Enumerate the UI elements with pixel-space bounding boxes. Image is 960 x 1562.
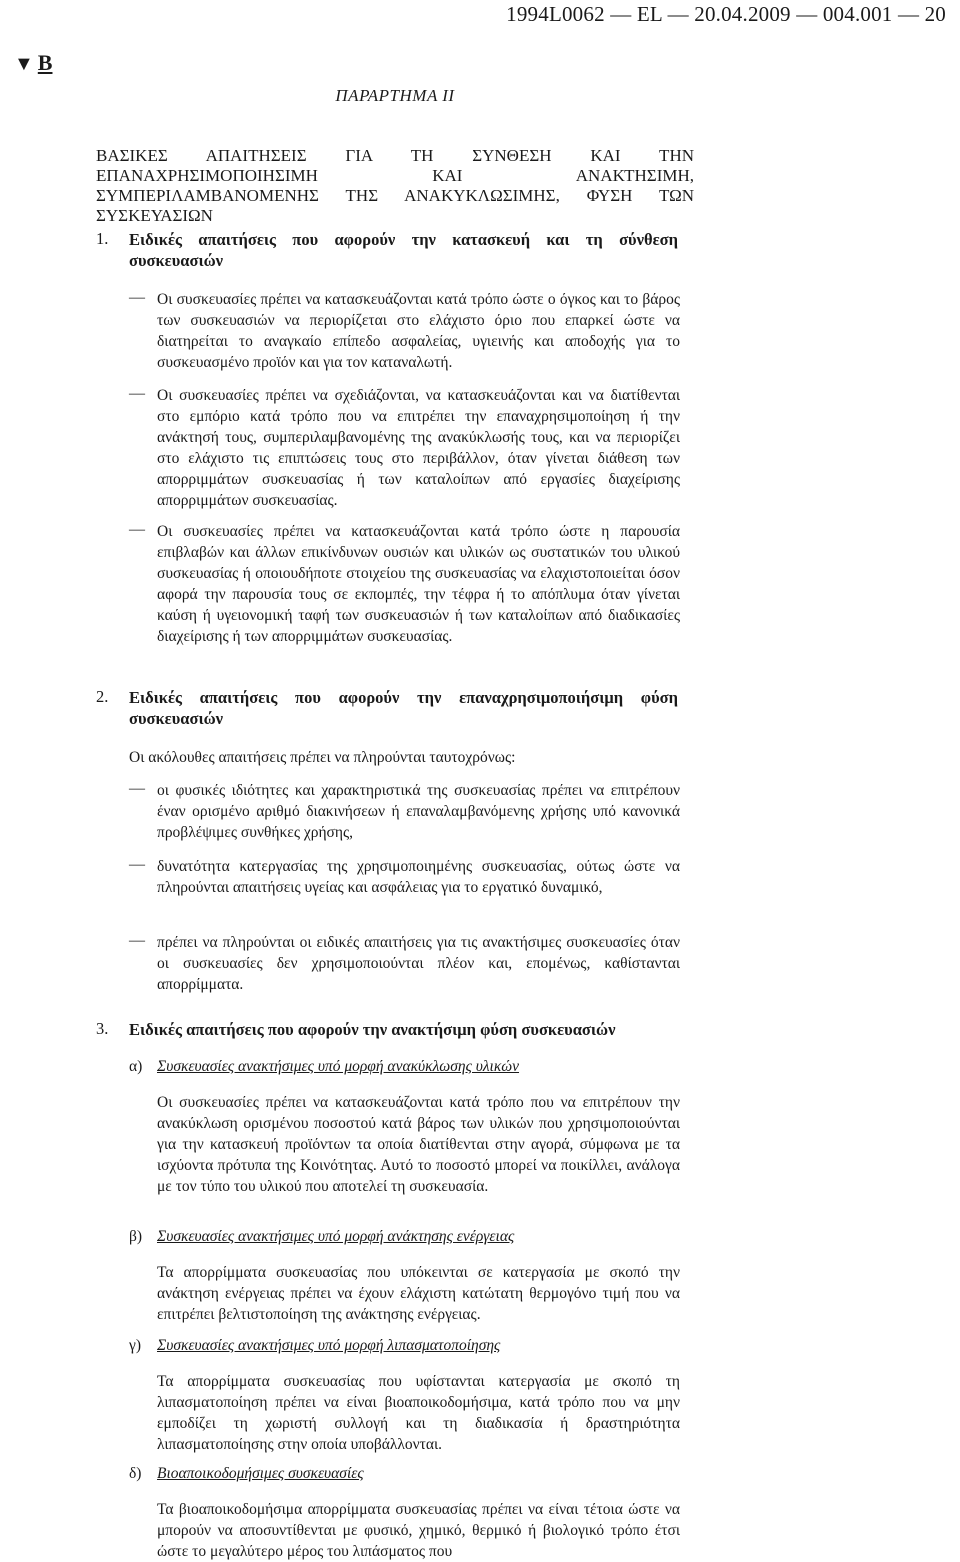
document-reference-header: 1994L0062 — EL — 20.04.2009 — 004.001 — 20 (506, 2, 946, 26)
dash-bullet: — (129, 856, 145, 873)
subsection-text: Τα απορρίμματα συσκευασίας που υπόκεινται σε κατεργασία με σκοπό την ανάκτηση ενέργειας πρέπει να έχουν ελάχιστη κατώτατη θερμογόνο τιμή που να επιτρέπει βελτιστοποίηση της ανάκτησης ενέργειας. (157, 1264, 680, 1323)
subsection-label: β) (129, 1228, 143, 1245)
section-number: 2. (96, 687, 109, 706)
section-title: Ειδικές απαιτήσεις που αφορούν την ανακτήσιμη φύση συσκευασιών (129, 1020, 616, 1039)
dash-bullet: — (129, 521, 145, 538)
subsection-title: Βιοαποικοδομήσιμες συσκευασίες (157, 1465, 364, 1482)
section-number: 3. (96, 1019, 109, 1038)
annex-label: ΠΑΡΑΡΤΗΜΑ II (335, 86, 455, 105)
subsection-text: Τα απορρίμματα συσκευασίας που υφίστανται κατεργασία με σκοπό τη λιπασματοποίηση πρέπει να είναι βιοαποικοδομήσιμα, κατά τρόπο που να μην εμποδίζει τη χωριστή συλλογή και τη διαδικασία ή δραστηριότητα λιπασματοποίησης στην οποία υποβάλλονται. (157, 1373, 680, 1453)
section-intro: Οι ακόλουθες απαιτήσεις πρέπει να πληρούνται ταυτοχρόνως: (129, 749, 516, 766)
dash-bullet: — (129, 932, 145, 949)
list-item: πρέπει να πληρούνται οι ειδικές απαιτήσεις για τις ανακτήσιμες συσκευασίες όταν οι συσκευασίες δεν χρησιμοποιούνται πλέον και, επομένως, καθίστανται απορρίμματα. (157, 934, 680, 993)
subsection-label: γ) (129, 1337, 142, 1354)
list-item: Οι συσκευασίες πρέπει να σχεδιάζονται, να κατασκευάζονται και να διατίθενται στο εμπόριο κατά τρόπο που να επιτρέπει την επαναχρησιμοποίηση ή την ανάκτησή τους, συμπεριλαμβανομένης της ανακύκλωσής τους, και να περιορίζει στο ελάχιστο τις επιπτώσεις τους στο περιβάλλον, όταν γίνεται διάθεση των απορριμμάτων συσκευασίας ή των καταλοίπων από εργασίες διαχείρισης απορριμμάτων συσκευασίας. (157, 387, 680, 509)
section-title: Ειδικές απαιτήσεις που αφορούν την επαναχρησιμοποιήσιμη φύση συσκευασιών (129, 688, 678, 728)
dash-bullet: — (129, 385, 145, 402)
list-item: Οι συσκευασίες πρέπει να κατασκευάζονται κατά τρόπο ώστε η παρουσία επιβλαβών και άλλων επικίνδυνων ουσιών και υλικών ως συστατικών του υλικού συσκευασίας ή οποιουδήποτε στοιχείου της συσκευασίας να ελαχιστοποιείται όσον αφορά την παρουσία τους σε εκπομπές, την τέφρα ή το απόπλυμα όταν γίνεται καύση ή υγειονομική ταφή των συσκευασιών ή των καταλοίπων από διαδικασίες διαχείρισης ή των απορριμμάτων συσκευασίας. (157, 523, 680, 645)
subsection-title: Συσκευασίες ανακτήσιμες υπό μορφή ανακύκλωσης υλικών (157, 1058, 520, 1075)
subsection-label: δ) (129, 1465, 142, 1482)
triangle-down-icon: ▼ (14, 53, 34, 75)
annex-title: ΒΑΣΙΚΕΣ ΑΠΑΙΤΗΣΕΙΣ ΓΙΑ ΤΗ ΣΥΝΘΕΣΗ ΚΑΙ ΤΗΝ ΕΠΑΝΑΧΡΗΣΙΜΟΠΟΙΗΣΙΜΗ ΚΑΙ ΑΝΑΚΤΗΣΙΜΗ, ΣΥΜΠΕΡΙΛΑΜΒΑΝΟΜΕΝΗΣ ΤΗΣ ΑΝΑΚΥΚΛΩΣΙΜΗΣ, ΦΥΣΗ ΤΩΝ ΣΥΣΚΕΥΑΣΙΩΝ (96, 146, 694, 225)
section-number: 1. (96, 229, 109, 248)
subsection-title: Συσκευασίες ανακτήσιμες υπό μορφή λιπασματοποίησης (157, 1337, 501, 1354)
dash-bullet: — (129, 780, 145, 797)
amendment-marker (14, 50, 52, 76)
list-item: δυνατότητα κατεργασίας της χρησιμοποιημένης συσκευασίας, ούτως ώστε να πληρούνται απαιτήσεις υγείας και ασφάλειας για το εργατικό δυναμικό, (157, 858, 680, 896)
subsection-title: Συσκευασίες ανακτήσιμες υπό μορφή ανάκτησης ενέργειας (157, 1228, 515, 1245)
section-title: Ειδικές απαιτήσεις που αφορούν την κατασκευή και τη σύνθεση συσκευασιών (129, 230, 678, 270)
subsection-text: Οι συσκευασίες πρέπει να κατασκευάζονται κατά τρόπο που να επιτρέπουν την ανακύκλωση ορισμένου ποσοστού κατά βάρος των υλικών που χρησιμοποιούνται για την κατασκευή προϊόντων τα οποία διατίθενται στην αγορά, σύμφωνα με τα ισχύοντα πρότυπα της Κοινότητας. Αυτό το ποσοστό μπορεί να ποικίλλει, ανάλογα με τον τύπο του υλικού που αποτελεί τη συσκευασία. (157, 1094, 680, 1195)
amendment-letter: B (37, 50, 53, 75)
list-item: Οι συσκευασίες πρέπει να κατασκευάζονται κατά τρόπο ώστε ο όγκος και το βάρος των συσκευασιών να περιορίζεται στο ελάχιστο όριο που επαρκεί ώστε να διατηρείται το αναγκαίο επίπεδο ασφαλείας, υγιεινής και αποδοχής για το συσκευασμένο προϊόν και για τον καταναλωτή. (157, 291, 680, 371)
subsection-label: α) (129, 1058, 143, 1075)
subsection-text: Τα βιοαποικοδομήσιμα απορρίμματα συσκευασίας πρέπει να είναι τέτοια ώστε να μπορούν να αποσυντίθενται με φυσικό, χημικό, θερμικό ή βιολογικό τρόπο έτσι ώστε το μεγαλύτερο μέρος του λιπάσματος που (157, 1501, 680, 1560)
dash-bullet: — (129, 289, 145, 306)
list-item: οι φυσικές ιδιότητες και χαρακτηριστικά της συσκευασίας πρέπει να επιτρέπουν έναν ορισμένο αριθμό διακινήσεων ή επαναλαμβανόμενης χρήσης υπό κανονικά προβλέψιμες συνθήκες χρήσης, (157, 782, 680, 841)
